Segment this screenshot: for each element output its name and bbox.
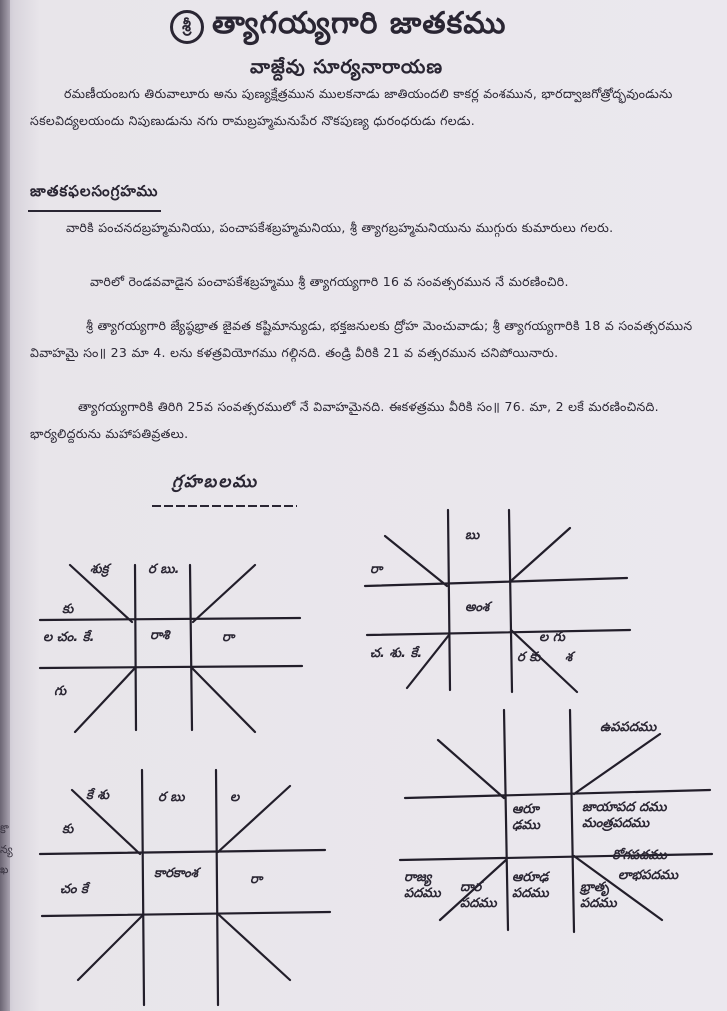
chart-1-cell-ra-bu: ర బు. (148, 562, 180, 577)
chart-4-cell-jaa: జాయాపద దము మంత్రపదము (582, 800, 667, 831)
section-heading-underline (28, 210, 161, 212)
chart-2-cell-sha: శ (565, 650, 573, 665)
chart-4-cell-daara: దార పదము (460, 880, 497, 911)
margin-note-3: ఖ (0, 863, 9, 876)
chart-1-grid (40, 560, 310, 740)
chart-3-cell-la: ల (230, 790, 240, 805)
chart-3-cell-karaka: కారకాంశ (154, 866, 198, 881)
intro-paragraph: రమణీయంబగు తిరువాలూరు అను పుణ్యక్షేత్రమున ములకనాడు జాతియందలి కాకర్ల వంశమున, భారద్వాజగోత్రోద్భవుండును సకలవిద్యలయందు నిపుణుడును నగు రామబ్రహ్మమనుపేర నొకపుణ్య ధురంధరుడు గలడు. (30, 86, 673, 128)
chart-3-cell-cha-ke: చం కే (60, 882, 88, 897)
chart-2-cell-bu: బు (465, 528, 480, 543)
chart-1-cell-raa: రా (222, 630, 235, 645)
paragraph-2: వారిలో రెండవవాడైన పంచాపకేశబ్రహ్మము శ్రీ త్యాగయ్యగారి 16 వ సంవత్సరమున నే మరణించిరి. (90, 274, 569, 289)
paragraph-3: శ్రీ త్యాగయ్యగారి జ్యేష్ఠభ్రాత జైవత కష్టిమాన్యుడు, భక్తజనులకు ద్రోహ మెంచువాడు; శ్రీ త్యాగయ్యగారికి 18 వ సంవత్సరమున వివాహమై సం॥ 23 మా 4. లను కళత్రవియోగము గల్గినది. తండ్రి వీరికి 21 వ వత్సరమున చనిపోయినారు. (30, 318, 693, 360)
paragraph-4: త్యాగయ్యగారికి తిరిగి 25వ సంవత్సరములో నే వివాహమైనది. ఈకళత్రము వీరికి సం॥ 76. మా, 2 లకే మరణించినది. భార్యలిద్దరును మహాపతివ్రతలు. (30, 399, 659, 441)
chart-2-cell-cha-shu: చ. శు. కే. (370, 646, 423, 661)
chart-1-cell-gu: గు (54, 684, 67, 699)
chart-2-grid (365, 510, 635, 700)
horoscope-chart-3 (40, 770, 340, 1010)
author-name: వాజ్దేవు సూర్యనారాయణ (250, 56, 444, 78)
margin-note-1: కొ (0, 823, 9, 836)
chart-4-cell-aroo2: ఆరూఢ పదము (512, 870, 549, 901)
page-spine (0, 0, 10, 1011)
chart-2-cell-amsha: అంశ (465, 600, 490, 615)
chart-1-cell-rashi: రాశి (150, 628, 170, 643)
horoscope-chart-2 (365, 510, 635, 700)
chart-2-cell-ra-ku: ర కు (517, 650, 541, 665)
chart-2-cell-raa: రా (370, 562, 383, 577)
page-title (170, 6, 570, 48)
section-heading: జాతకఫలసంగ్రహము (30, 182, 159, 200)
chart-4-cell-raa: రాజ్య పదము (404, 870, 441, 901)
page-title-text: త్యాగయ్యగారి జాతకము (212, 6, 507, 41)
paragraph-1: వారికి పంచనదబ్రహ్మమనియు, పంచాపకేశబ్రహ్మమనియు, శ్రీ త్యాగబ్రహ్మమనియును ముగ్గురు కుమారులు గలరు. (66, 220, 614, 235)
chart-4-cell-aroodha: ఆరూ ఢము (512, 802, 540, 833)
chart-2-cell-la-gu: ల గు (539, 630, 565, 645)
chart-3-cell-ku: కు (62, 822, 74, 837)
chart-3-cell-ke-shu: కే శు (86, 788, 109, 803)
horoscope-chart-4 (400, 710, 720, 940)
chart-3-cell-raa: రా (250, 872, 263, 887)
chart-4-cell-top: ఉపపదము (600, 720, 657, 735)
sri-mark-icon: శ్రీ (170, 10, 204, 44)
margin-note-2: న్య (0, 843, 13, 856)
chart-4-cell-laa: లాభపదము (618, 868, 679, 883)
chart-1-cell-shu: శుక్ర (90, 562, 109, 577)
chart-4-cell-bra: భ్రాతృ పదము (580, 880, 617, 911)
chart-4-cell-ro: రోగపదము (612, 848, 667, 863)
charts-heading-underline (152, 505, 297, 507)
chart-1-cell-la-cha-ke: ల చం. కే. (43, 630, 95, 645)
charts-heading: గ్రహబలము (172, 472, 259, 492)
horoscope-chart-1 (40, 560, 310, 740)
chart-3-cell-ra-bu: ర బు (158, 790, 185, 805)
chart-1-cell-ku: కు (62, 602, 74, 617)
